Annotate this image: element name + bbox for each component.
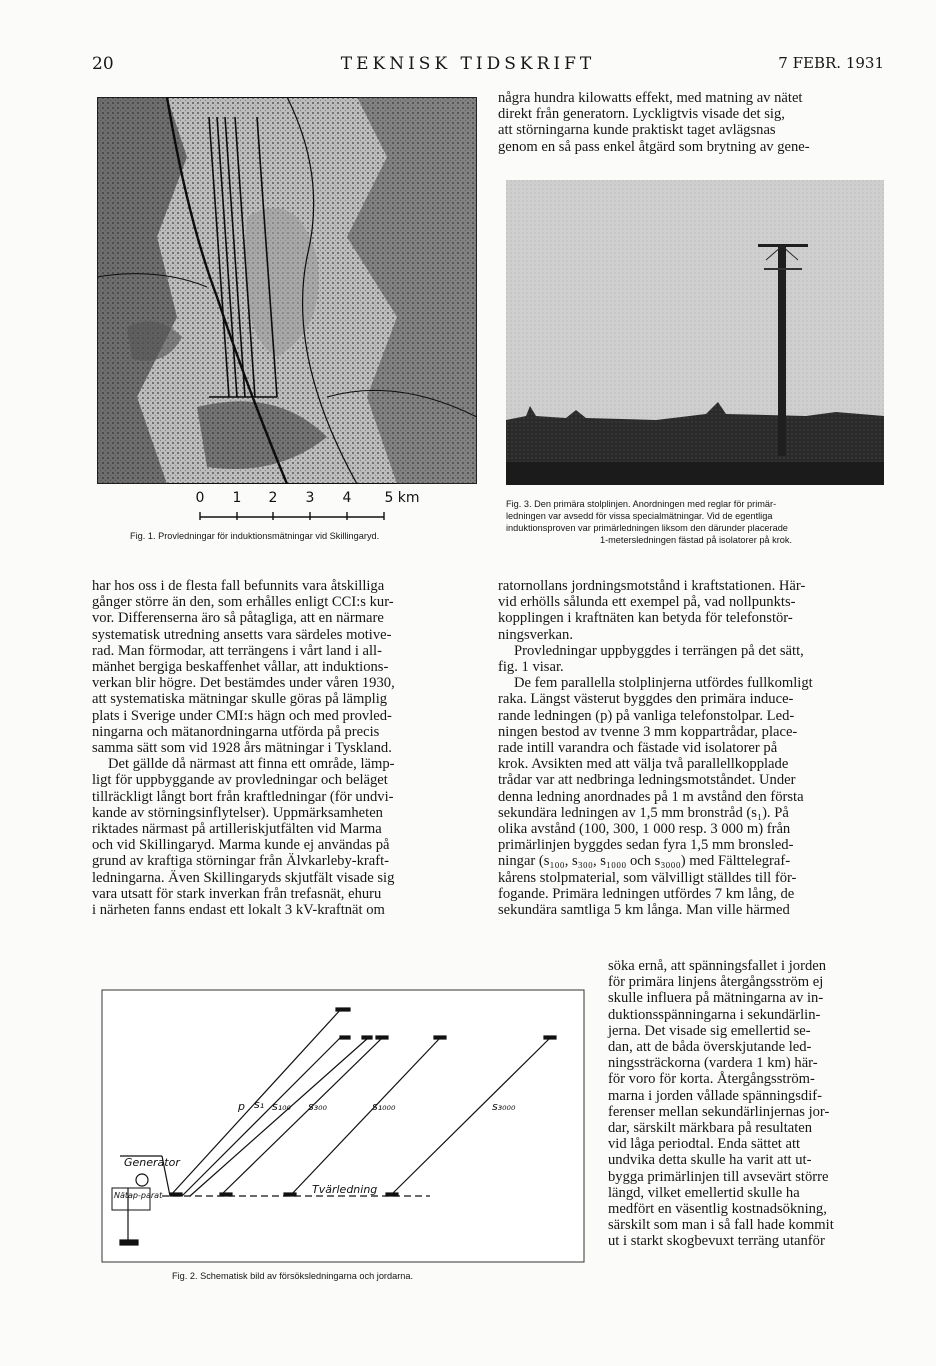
- text-line: ningen bestod av tvenne 3 mm koppartrådar, place-: [498, 723, 798, 740]
- text-line: ledningarna. Även Skillingaryds skjutfält visade sig: [92, 869, 395, 886]
- text-line: ratornollans jordningsmotstånd i kraftstationen. Här-: [498, 578, 806, 594]
- text-line: jerna. Det visade sig emellertid se-: [608, 1022, 811, 1039]
- text-line: denna ledning anordnades på 1 m avstånd den första: [498, 788, 804, 805]
- fig3-caption: [506, 498, 886, 546]
- text-line: för voro för korta. Återgångsström-: [608, 1071, 815, 1088]
- issue-date: 7 FEBR. 1931: [778, 54, 884, 72]
- text-line: ligt för uppbyggande av provledningar och beläget: [92, 772, 388, 789]
- fig2-schematic: [100, 988, 586, 1290]
- scale-label: 4: [342, 490, 352, 506]
- text-line: mänhet bergiga beskaffenhet vållar, att induktions-: [92, 659, 389, 676]
- fig2-caption: Fig. 2. Schematisk bild av försöksledningarna och jordarna.: [172, 1271, 414, 1281]
- text-line: vid låga periodtal. Enda sättet att: [608, 1136, 801, 1153]
- text-line: rad. Man förmodar, att terrängens i vårt land i all-: [92, 642, 382, 659]
- text-line: för primära linjens återgångsström ej: [608, 974, 824, 991]
- label-s1: s₁: [254, 1098, 265, 1111]
- text-line: genom en så pass enkel åtgärd som brytning av gene-: [498, 138, 810, 155]
- text-line: sekundära ledningen av 1,5 mm bronstråd (s₁). På: [498, 804, 789, 821]
- text-line: att störningarna kunde praktiskt taget avlägsnas: [498, 122, 776, 139]
- text-line: grund av kraftiga störningar från Älvkarleby-kraft-: [92, 853, 390, 870]
- scale-label: 1: [232, 490, 242, 506]
- text-line: längd, vilket emellertid skulle ha: [608, 1184, 800, 1201]
- text-line: ningssträckorna (vardera 1 km) här-: [608, 1055, 818, 1072]
- text-line: Provledningar uppbyggdes i terrängen på det sätt,: [514, 642, 804, 659]
- caption-line: Fig. 3. Den primära stolplinjen. Anordningen med reglar för primär-: [506, 499, 777, 509]
- text-line: gånger större än den, som erhålles enligt CCI:s kur-: [92, 594, 394, 611]
- caption-line: ledningen var avsedd för vissa specialmätningar. Vid de egentliga: [506, 511, 773, 521]
- text-line: ut i starkt skogbevuxt terräng utanför: [608, 1233, 825, 1250]
- text-line: samma sätt som vid 1928 års mätningar i Tyskland.: [92, 740, 392, 757]
- journal-title: TEKNISK TIDSKRIFT: [340, 54, 596, 74]
- text-line: och vid Skillingaryd. Marma kunde ej användas på: [92, 837, 390, 854]
- fig1-scale-bar: [192, 487, 442, 523]
- text-line: kande av störningsinflytelser). Uppmärksamheten: [92, 804, 383, 821]
- text-line: tillräckligt långt bort från kraftledningar (för undvi-: [92, 788, 394, 805]
- fig3-photo: [506, 180, 884, 485]
- text-line: fogande. Primära ledningen utfördes 7 km lång, de: [498, 885, 795, 902]
- text-line: ningar (s₁₀₀, s₃₀₀, s₁₀₀₀ och s₃₀₀₀) med Fälttelegraf-: [498, 853, 791, 870]
- label-tvarledning: Tvärledning: [312, 1183, 378, 1196]
- label-s100: s₁₀₀: [272, 1100, 291, 1113]
- text-line: vid erhölls sålunda ett exempel på, vad nollpunkts-: [498, 594, 796, 611]
- text-line: skulle influera på mätningarna av in-: [608, 990, 824, 1007]
- left-column: [92, 578, 480, 918]
- text-line: kopplingen i kraftnäten kan betyda för telefonstör-: [498, 610, 793, 627]
- right-narrow-column: [608, 958, 884, 1250]
- text-line: några hundra kilowatts effekt, med matning av nätet: [498, 90, 803, 106]
- text-line: primärlinjen byggdes sedan fyra 1,5 mm bronsled-: [498, 837, 794, 854]
- text-line: medfört en väsentlig kostnadsökning,: [608, 1201, 827, 1218]
- text-line: verkan blir högre. Det bestämdes under våren 1930,: [92, 675, 395, 692]
- text-line: duktionsspänningarna i sekundärlin-: [608, 1006, 821, 1023]
- text-line: fig. 1 visar.: [498, 659, 564, 676]
- text-line: vor. Differenserna äro så påtagliga, att en närmare: [92, 610, 384, 627]
- text-line: riktades närmast på artilleriskjutfälten vid Marma: [92, 821, 382, 838]
- label-s3000: s₃₀₀₀: [492, 1100, 516, 1113]
- text-line: direkt från generatorn. Lyckligtvis visade det sig,: [498, 106, 785, 123]
- label-s1000: s₁₀₀₀: [372, 1100, 396, 1113]
- caption-line: 1-metersledningen fästad på isolatorer på krok.: [599, 535, 793, 545]
- scale-ticks: [200, 512, 384, 520]
- scale-label: 2: [268, 490, 278, 506]
- text-line: sekundära samtliga 5 km långa. Man ville härmed: [498, 902, 790, 919]
- text-line: marna i jorden vållade spänningsdif-: [608, 1087, 822, 1104]
- fig2-diagram: [100, 988, 586, 1290]
- text-line: att systematiska mätningar skulle göras på lämplig: [92, 691, 388, 708]
- text-line: vara utsatt för stark inverkan från trefasnät, ehuru: [92, 885, 382, 902]
- text-line: ferenser mellan sekundärlinjernas jor-: [608, 1103, 830, 1120]
- text-line: krok. Avsikten med att välja två parallellkopplade: [498, 756, 789, 773]
- text-line: dan, att de båda överskjutande led-: [608, 1039, 812, 1056]
- scale-label: 3: [305, 490, 315, 506]
- text-line: olika avstånd (100, 300, 1 000 resp. 3 000 m) från: [498, 821, 791, 838]
- text-line: i närheten fanns endast ett lokalt 3 kV-kraftnät om: [92, 902, 385, 919]
- page-number: 20: [92, 54, 114, 74]
- text-line: rande ledningen (p) på vanliga telefonstolpar. Led-: [498, 707, 795, 724]
- top-right-paragraph: [498, 90, 884, 155]
- text-line: söka ernå, att spänningsfallet i jorden: [608, 958, 827, 974]
- text-line: De fem parallella stolplinjerna utfördes fullkomligt: [514, 675, 813, 692]
- fig1-map: [97, 97, 477, 484]
- label-s300: s₃₀₀: [308, 1100, 327, 1113]
- text-line: dar, särskilt märkbara på resultaten: [608, 1120, 813, 1137]
- text-line: raka. Längst västerut byggdes den primära induce-: [498, 691, 794, 708]
- photo-image: [506, 180, 884, 485]
- right-column: [498, 578, 884, 918]
- scale-label: 0: [195, 490, 205, 506]
- text-line: plats i Sverige under CMI:s hägn och med provled-: [92, 707, 392, 724]
- text-line: systematisk utredning ansetts vara särdeles motive-: [92, 626, 392, 643]
- text-line: har hos oss i de flesta fall befunnits vara åtskilliga: [92, 578, 385, 594]
- text-line: undvika detta skulle ha varit att ut-: [608, 1152, 812, 1169]
- label-generator: Generator: [124, 1156, 180, 1169]
- text-line: särskilt som man i så fall hade kommit: [608, 1217, 834, 1234]
- text-line: kårens stolpmaterial, som välvilligt ställdes till för-: [498, 869, 797, 886]
- fig1-caption: Fig. 1. Provledningar för induktionsmätningar vid Skillingaryd.: [130, 531, 380, 541]
- text-line: bygga primärlinjen till avsevärt större: [608, 1168, 829, 1185]
- text-line: ningarna och mätanordningarna utförda på precis: [92, 723, 380, 740]
- text-line: Det gällde då närmast att finna ett område, lämp-: [108, 756, 395, 773]
- text-line: rade intill varandra och fästade vid isolatorer på: [498, 740, 778, 757]
- text-line: ningsverkan.: [498, 626, 573, 643]
- caption-line: induktionsproven var primärledningen liksom den därunder placerade: [506, 523, 788, 533]
- scale-label: 5 km: [384, 490, 420, 506]
- text-line: trådar var att nedbringa ledningsmotståndet. Under: [498, 772, 796, 789]
- map-image: [97, 97, 477, 484]
- label-p: p: [238, 1100, 245, 1113]
- label-natapparat: Nätap-parat: [114, 1191, 163, 1200]
